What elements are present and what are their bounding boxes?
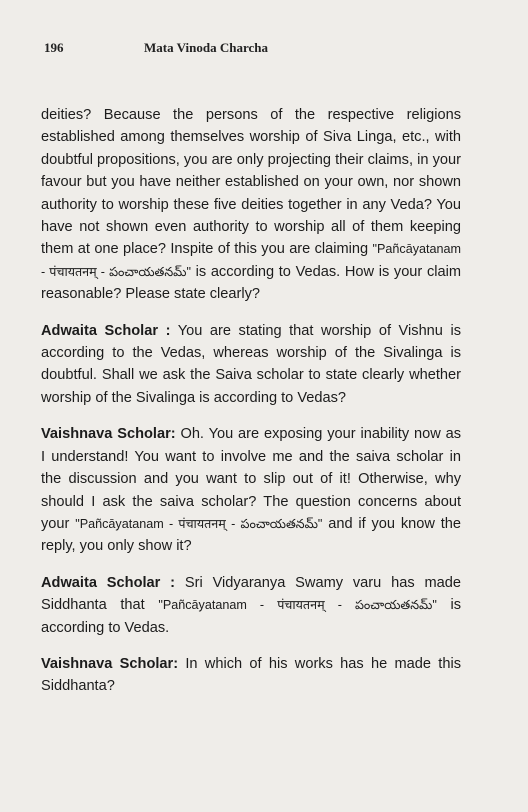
speaker-label: Adwaita Scholar : bbox=[41, 322, 171, 339]
page-number: 196 bbox=[44, 40, 64, 55]
paragraph-text: Sri Vidyaranya Swamy varu has made Siddhanta that bbox=[41, 574, 461, 614]
paragraph-text: You are stating that worship of Vishnu is according to the Vedas, whereas worship of the Sivalinga is doubtful. Shall we ask the Saiva scholar to state clearly whether worship of the Sivalinga is according to Vedas? bbox=[41, 322, 462, 406]
paragraph-text: is according to Vedas. bbox=[41, 597, 462, 636]
speaker-label: Adwaita Scholar : bbox=[41, 574, 176, 591]
quoted-term: "Pañcāyatanam - पंचायतनम् - పంచాయతనమ్" bbox=[158, 598, 437, 613]
paragraph bbox=[41, 104, 461, 306]
quoted-term: "Pañcāyatanam - पंचायतनम् - పంచాయతనమ్" bbox=[41, 242, 461, 279]
dialogue-paragraph bbox=[41, 320, 461, 410]
paragraph-text: Oh. You are exposing your inability now as I understand! You want to involve me and the saiva scholar in the discussion and you want to slip out of it! Otherwise, why should I ask the saiva scholar? The question concerns about your bbox=[41, 426, 461, 532]
paragraph-text: In which of his works has he made this Siddhanta? bbox=[41, 655, 462, 695]
quoted-term: "Pañcāyatanam - पंचायतनम् - పంచాయతనమ్" bbox=[75, 516, 323, 531]
running-title: Mata Vinoda Charcha bbox=[144, 40, 268, 55]
paragraph-text: and if you know the reply, you only show it? bbox=[41, 515, 462, 555]
page-body bbox=[41, 104, 461, 698]
speaker-label: Vaishnava Scholar: bbox=[41, 655, 179, 672]
speaker-label: Vaishnava Scholar: bbox=[41, 426, 176, 443]
dialogue-paragraph bbox=[41, 423, 461, 557]
dialogue-paragraph bbox=[41, 572, 461, 639]
paragraph-text: is according to Vedas. How is your claim reasonable? Please state clearly? bbox=[41, 263, 461, 303]
dialogue-paragraph bbox=[41, 653, 461, 698]
paragraph-text: deities? Because the persons of the respective religions established among themselves worship of Siva Linga, etc., with doubtful propositions, you are only projecting their claims, in your favour but you have neither established on your own, nor shown authority to worship these five deities together in any Veda? You have not shown even authority to worship all of them keeping them at one place? Inspite of this you are claiming bbox=[41, 107, 461, 258]
